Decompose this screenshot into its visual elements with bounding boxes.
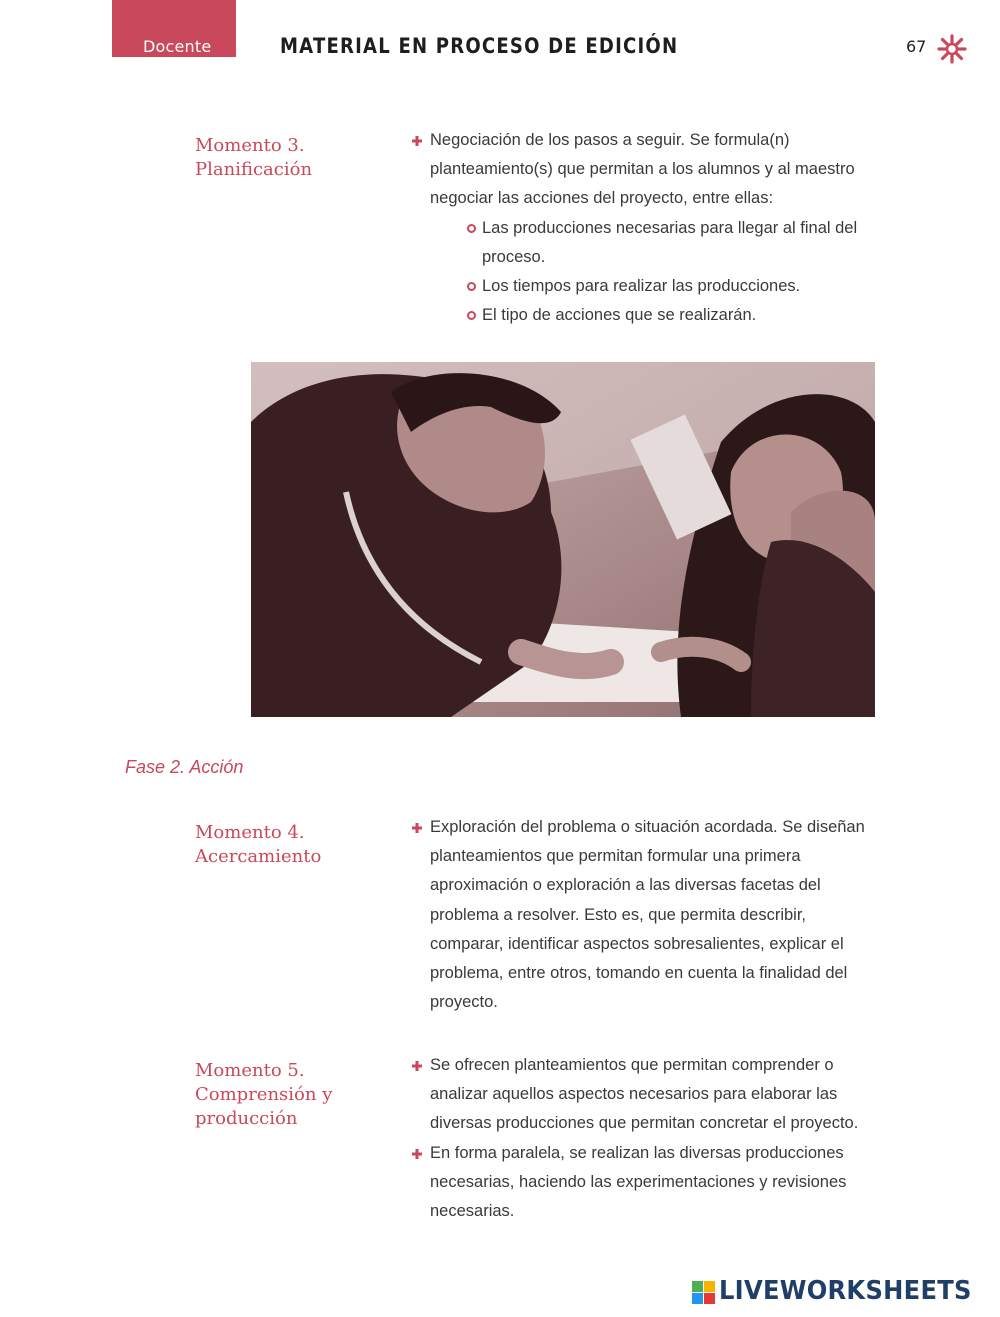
sub-bullet-item <box>412 272 882 301</box>
flower-icon <box>936 33 968 65</box>
phase-title: Fase 2. Acción <box>125 757 244 777</box>
moment5-content <box>412 1051 882 1226</box>
cross-bullet-icon <box>412 823 422 833</box>
moment5-item1-text: Se ofrecen planteamientos que permitan comprender o analizar aquellos aspectos necesarios para elaborar las diversas producciones que permitan concretar el proyecto. <box>430 1056 859 1133</box>
circle-bullet-icon <box>467 311 476 320</box>
moment3-label-line1: Momento 3. <box>195 135 305 156</box>
bullet-item <box>412 813 882 1017</box>
page-title: MATERIAL EN PROCESO DE EDICIÓN <box>280 34 679 58</box>
moment3-label-line2: Planificación <box>195 159 313 180</box>
docente-label: Docente <box>143 37 212 56</box>
moment4-content <box>412 813 882 1017</box>
cross-bullet-icon <box>412 1149 422 1159</box>
moment5-item2-text: En forma paralela, se realizan las diversas producciones necesarias, haciendo las experimentaciones y revisiones necesarias. <box>430 1143 847 1221</box>
bullet-item <box>412 1139 882 1227</box>
moment4-item-text: Exploración del problema o situación acordada. Se diseñan planteamientos que permitan formular una primera aproximación o exploración a las diversas facetas del problema a resolver. Esto es, que permita describir, comparar, identificar aspectos sobresalientes, explicar el problema, entre otros, tomando en cuenta la finalidad del proyecto. <box>430 818 865 1012</box>
cross-bullet-icon <box>412 1061 422 1071</box>
bullet-item <box>412 126 882 214</box>
moment5-label-line1: Momento 5. <box>195 1060 305 1081</box>
classroom-photo <box>251 362 875 717</box>
bullet-item <box>412 1051 882 1139</box>
moment5-heading <box>195 1059 332 1131</box>
moment4-heading <box>195 821 321 869</box>
moment4-label-line2: Acercamiento <box>195 846 322 867</box>
moment5-label-line2: Comprensión y <box>195 1084 333 1105</box>
circle-bullet-icon <box>467 282 476 291</box>
sub-bullet-item <box>412 301 882 330</box>
moment3-content <box>412 126 882 330</box>
liveworksheets-logo-icon[interactable] <box>692 1279 716 1307</box>
cross-bullet-icon <box>412 136 422 146</box>
page-number: 67 <box>906 37 927 56</box>
docente-tag <box>112 0 236 57</box>
moment3-item-text: Negociación de los pasos a seguir. Se formula(n) planteamiento(s) que permitan a los alumnos y al maestro negociar las acciones del proyecto, entre ellas: <box>430 131 855 208</box>
circle-bullet-icon <box>467 224 476 233</box>
sub-item-text: Las producciones necesarias para llegar al final del proceso. <box>482 218 858 266</box>
sub-item-text: Los tiempos para realizar las producciones. <box>482 277 801 296</box>
liveworksheets-brand[interactable]: LIVEWORKSHEETS <box>719 1276 972 1306</box>
moment4-label-line1: Momento 4. <box>195 822 305 843</box>
moment3-heading <box>195 134 312 182</box>
moment5-label-line3: producción <box>195 1108 298 1129</box>
sub-bullet-item <box>412 214 882 272</box>
sub-item-text: El tipo de acciones que se realizarán. <box>482 306 757 325</box>
